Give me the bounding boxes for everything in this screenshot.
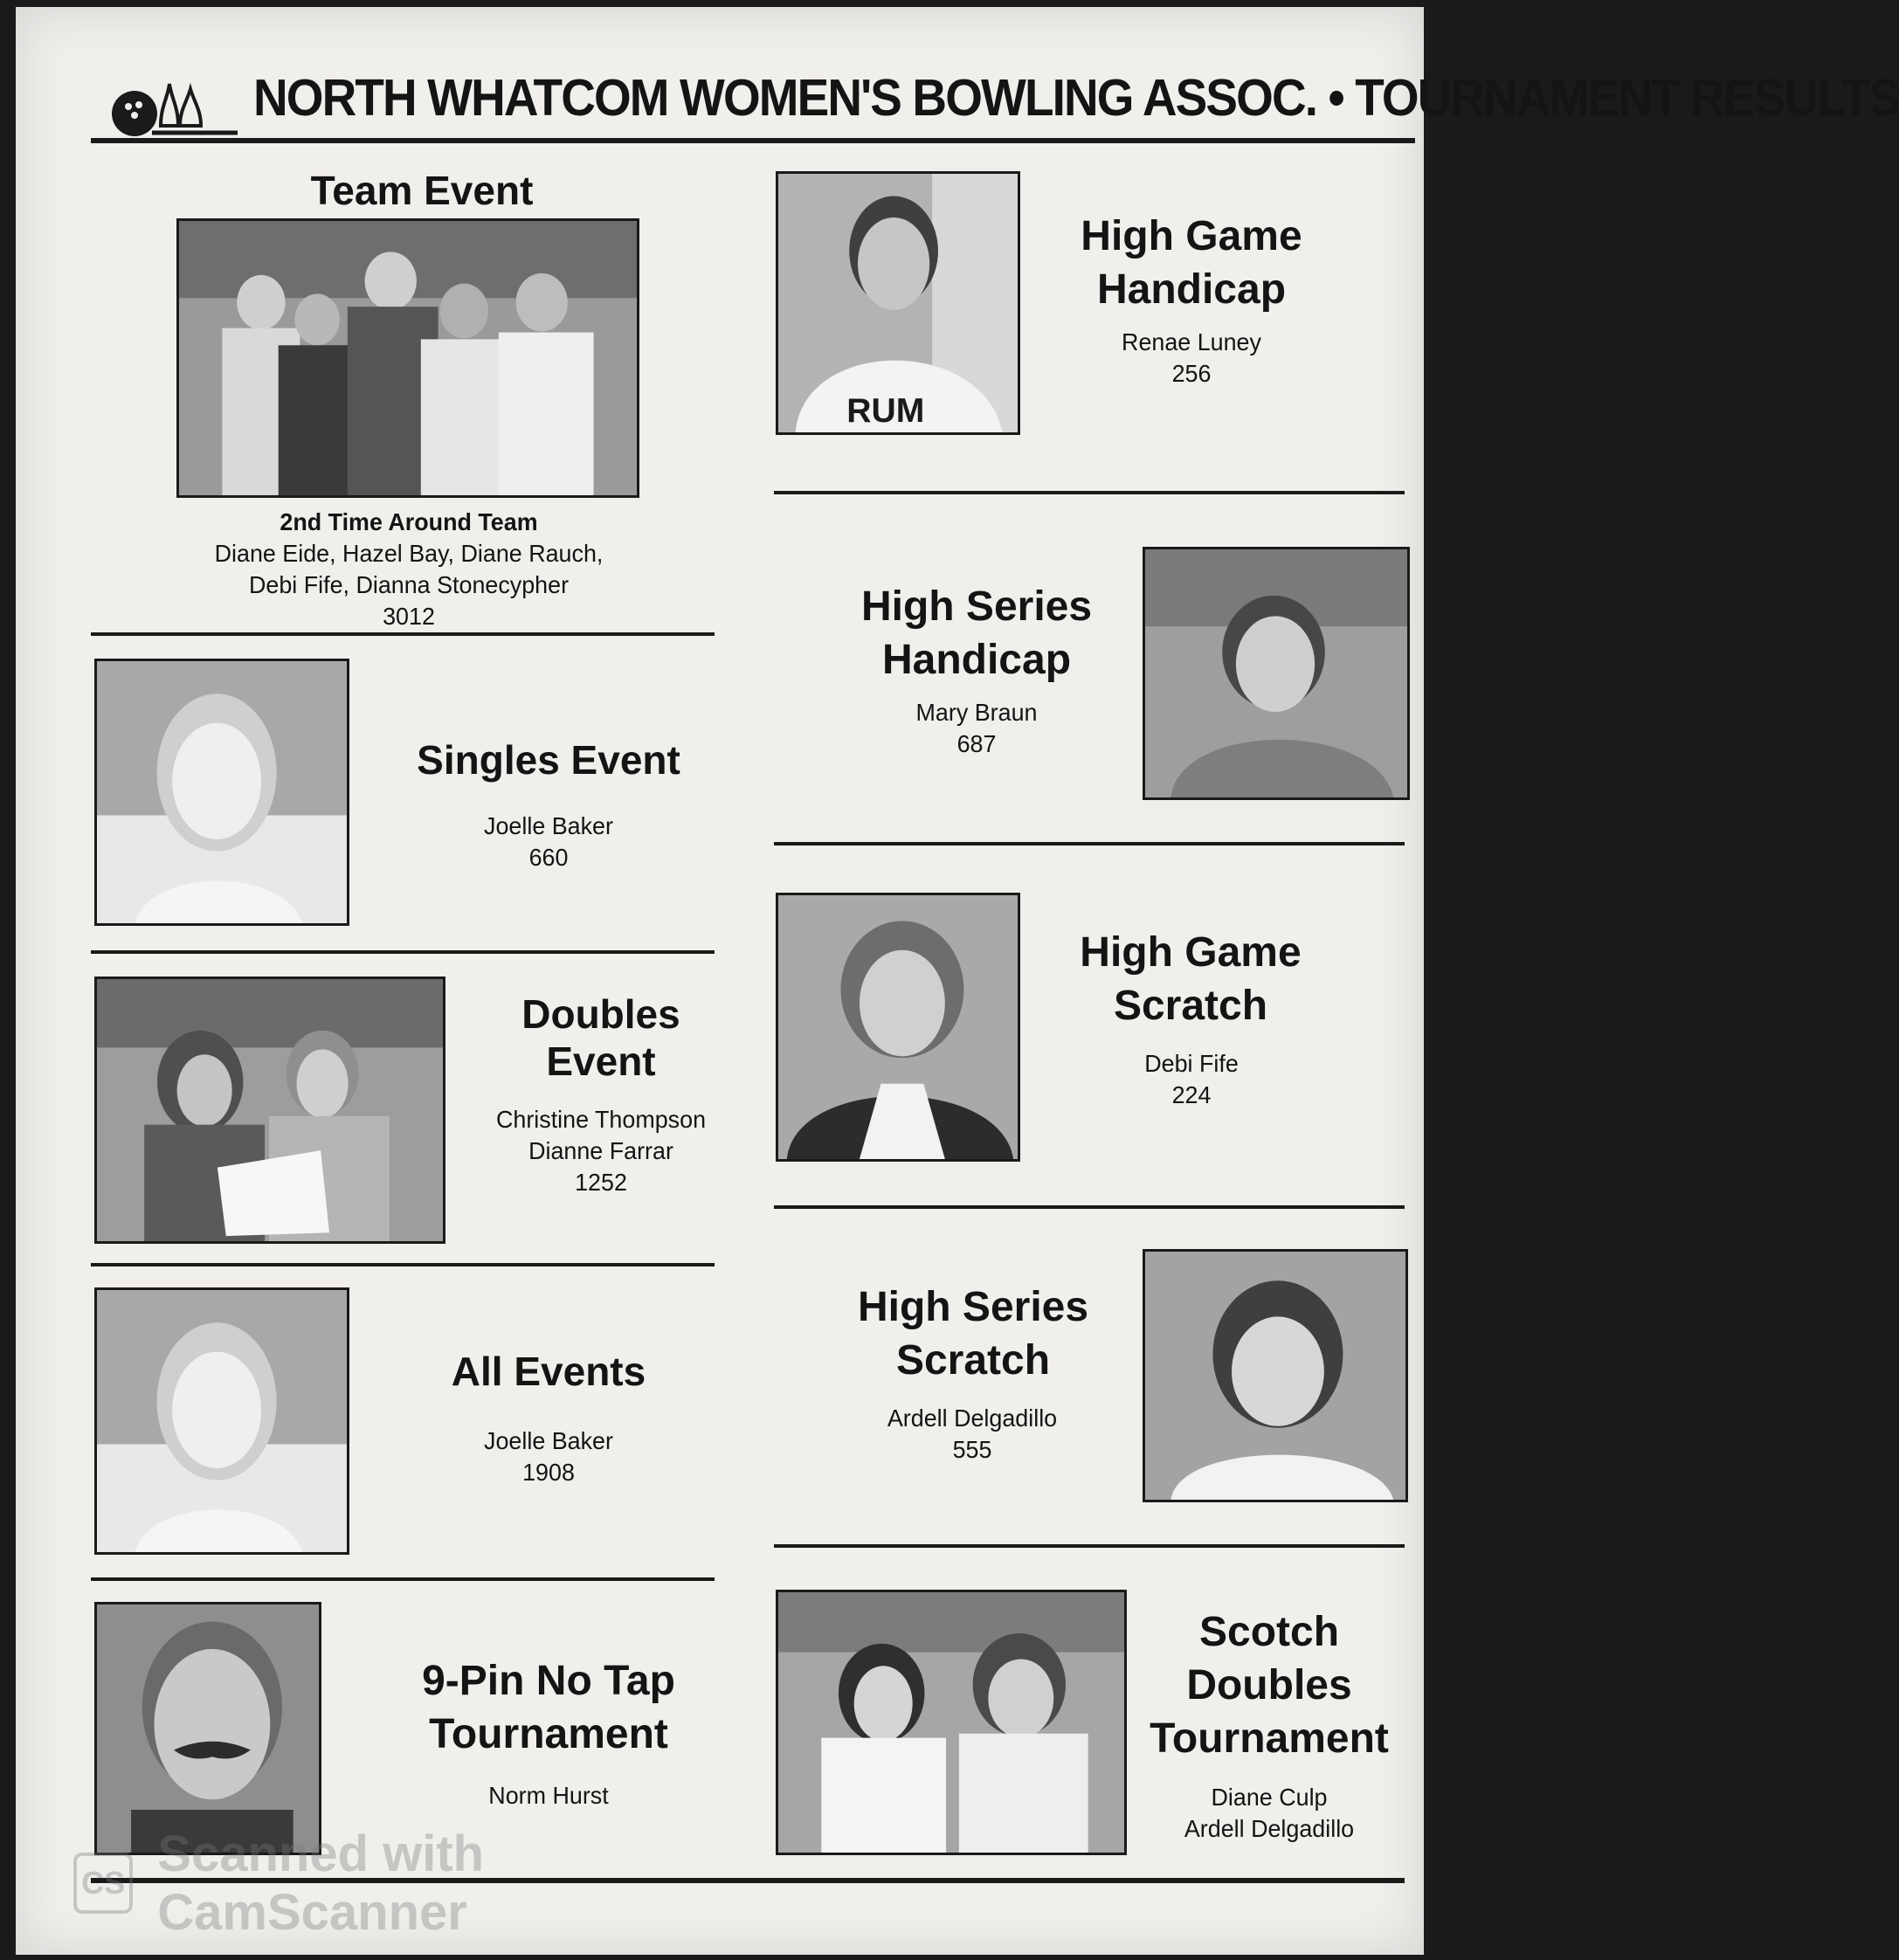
- all-events-photo: [94, 1287, 349, 1555]
- scotch-doubles-name2: Ardell Delgadillo: [1184, 1815, 1355, 1842]
- high-series-handicap-photo: [1143, 547, 1410, 800]
- high-game-scratch-name: Debi Fife: [1144, 1050, 1239, 1077]
- high-series-scratch-title-line2: Scratch: [895, 1337, 1051, 1384]
- high-game-handicap-name: Renae Luney: [1122, 328, 1261, 355]
- right-rule-4: [774, 1544, 1405, 1548]
- bowling-pins-icon: [100, 72, 239, 141]
- high-series-handicap-title-line2: Handicap: [881, 637, 1072, 683]
- page-title: NORTH WHATCOM WOMEN'S BOWLING ASSOC. • TOURNAMENT RESULTS: [253, 69, 1899, 127]
- left-rule-1: [91, 632, 715, 636]
- team-name: 2nd Time Around Team: [280, 508, 538, 535]
- camscanner-icon: CS: [73, 1853, 133, 1914]
- high-series-handicap-name: Mary Braun: [915, 699, 1038, 726]
- high-series-scratch-score: 555: [952, 1436, 992, 1463]
- high-series-handicap-score: 687: [956, 730, 997, 757]
- shirt-text: RUM: [846, 392, 925, 431]
- high-series-scratch-caption: [851, 1403, 1094, 1466]
- high-game-scratch-caption: [1074, 1048, 1309, 1111]
- all-events-name: Joelle Baker: [484, 1427, 613, 1454]
- nine-pin-title-line1: 9-Pin No Tap: [422, 1658, 675, 1704]
- left-rule-2: [91, 950, 715, 954]
- high-game-handicap-title: [1060, 210, 1322, 316]
- high-series-scratch-photo: [1143, 1249, 1408, 1502]
- high-game-scratch-title-line1: High Game: [1080, 929, 1302, 976]
- doubles-event-title-line2: Event: [546, 1039, 656, 1084]
- camscanner-watermark: [73, 1825, 790, 1941]
- team-members-line1: Diane Eide, Hazel Bay, Diane Rauch,: [214, 540, 604, 567]
- singles-event-caption: [432, 811, 666, 873]
- nine-pin-name: Norm Hurst: [488, 1782, 609, 1809]
- high-game-handicap-caption: [1074, 327, 1309, 390]
- high-game-handicap-photo: [776, 171, 1020, 435]
- all-events-caption: [432, 1425, 666, 1488]
- scotch-doubles-photo: [776, 1590, 1127, 1855]
- all-events-title: All Events: [451, 1349, 646, 1394]
- high-series-scratch-title-line1: High Series: [857, 1284, 1089, 1330]
- doubles-event-name2: Dianne Farrar: [528, 1137, 673, 1164]
- doubles-event-title-line1: Doubles: [521, 991, 680, 1037]
- scotch-doubles-name1: Diane Culp: [1211, 1784, 1328, 1811]
- all-events-score: 1908: [522, 1459, 575, 1486]
- team-event-caption: [166, 507, 653, 632]
- doubles-event-score: 1252: [575, 1169, 627, 1196]
- singles-event-photo: [94, 659, 349, 926]
- scotch-doubles-caption: [1156, 1782, 1382, 1845]
- singles-event-name: Joelle Baker: [484, 812, 613, 839]
- scotch-doubles-title-line1: Scotch: [1198, 1609, 1340, 1655]
- high-series-scratch-name: Ardell Delgadillo: [887, 1404, 1058, 1432]
- page: [16, 7, 1899, 1955]
- nine-pin-caption: [432, 1780, 666, 1812]
- singles-event-title: Singles Event: [417, 737, 680, 783]
- singles-event-score: 660: [528, 844, 569, 871]
- high-game-scratch-photo: [776, 893, 1020, 1162]
- doubles-event-photo: [94, 977, 445, 1244]
- nine-pin-title: [365, 1654, 732, 1761]
- high-series-handicap-title-line1: High Series: [860, 583, 1093, 630]
- header-rule: [91, 138, 1415, 143]
- high-series-handicap-caption: [860, 697, 1095, 760]
- team-event-photo: [176, 218, 639, 498]
- team-score: 3012: [383, 603, 435, 630]
- left-rule-4: [91, 1577, 715, 1581]
- right-rule-3: [774, 1205, 1405, 1209]
- high-game-handicap-score: 256: [1171, 360, 1212, 387]
- right-rule-1: [774, 491, 1405, 494]
- high-series-scratch-title: [833, 1280, 1113, 1387]
- left-rule-3: [91, 1263, 715, 1266]
- nine-pin-photo: [94, 1602, 321, 1855]
- right-rule-2: [774, 842, 1405, 845]
- high-game-scratch-title: [1055, 926, 1326, 1032]
- high-game-handicap-title-line2: Handicap: [1096, 266, 1287, 313]
- scotch-doubles-title: [1134, 1605, 1405, 1765]
- doubles-event-name1: Christine Thompson: [495, 1106, 707, 1133]
- scotch-doubles-title-line3: Tournament: [1150, 1715, 1389, 1762]
- high-game-scratch-score: 224: [1171, 1081, 1212, 1108]
- scotch-doubles-title-line2: Doubles: [1186, 1662, 1352, 1708]
- doubles-event-caption: [475, 1104, 727, 1198]
- high-game-scratch-title-line2: Scratch: [1113, 983, 1268, 1029]
- high-game-handicap-title-line1: High Game: [1081, 213, 1302, 259]
- nine-pin-title-line2: Tournament: [429, 1711, 668, 1757]
- team-members-line2: Debi Fife, Dianna Stonecypher: [248, 571, 570, 598]
- team-event-title: Team Event: [310, 168, 534, 213]
- high-series-handicap-title: [837, 580, 1116, 687]
- doubles-event-title: [479, 990, 723, 1085]
- watermark-text: Scanned with CamScanner: [157, 1825, 485, 1941]
